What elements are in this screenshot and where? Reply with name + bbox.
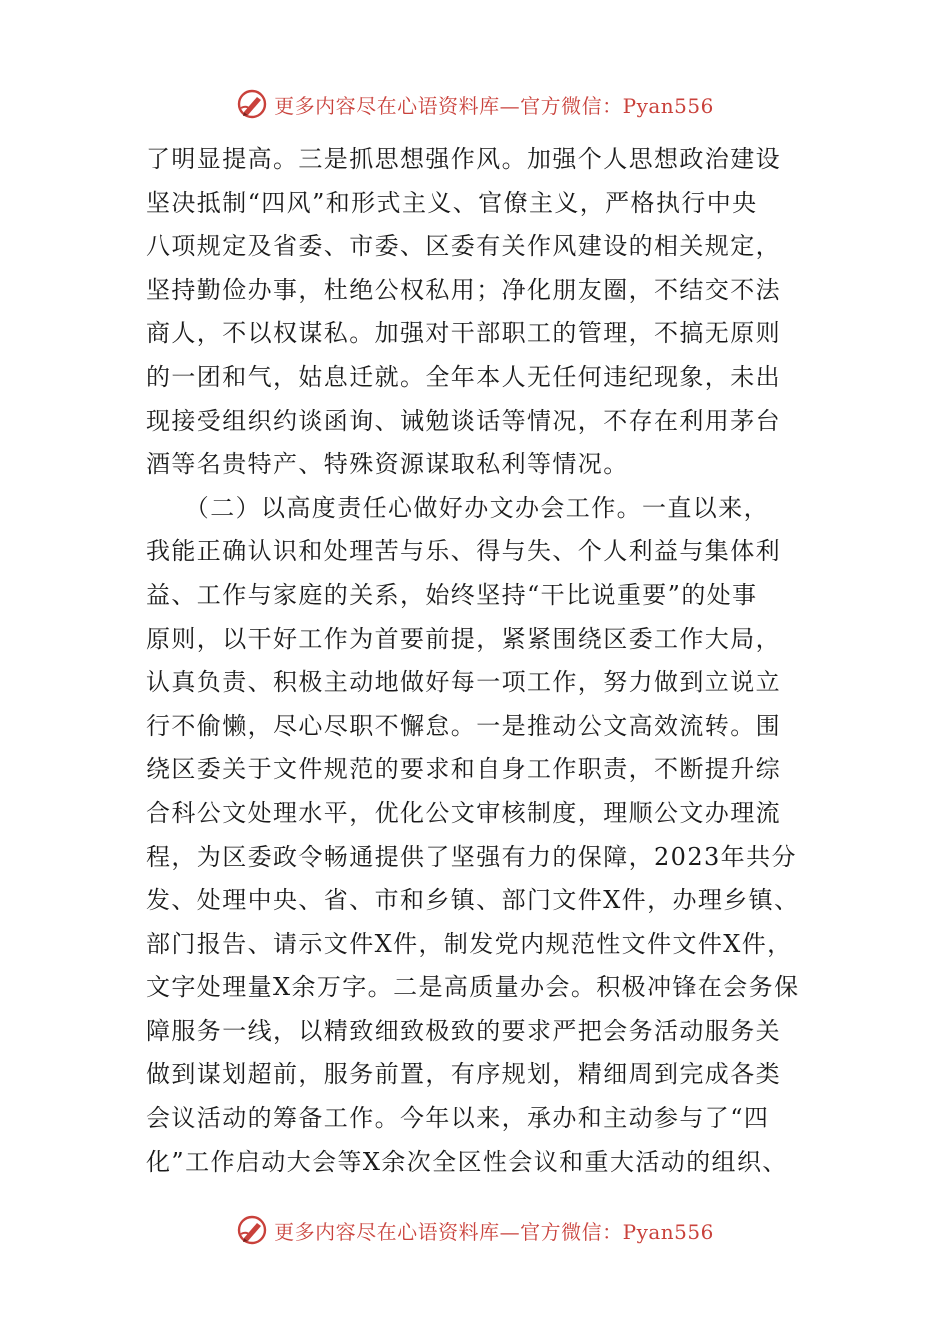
- text-line: 化”工作启动大会等X余次全区性会议和重大活动的组织、: [146, 1147, 788, 1176]
- document-body: [146, 138, 806, 1184]
- pen-logo-icon: [236, 88, 268, 120]
- text-line: 的一团和气，姑息迁就。全年本人无任何违纪现象，未出: [146, 362, 781, 391]
- text-line: 文字处理量X余万字。二是高质量办会。积极冲锋在会务保: [146, 973, 800, 1002]
- header-banner: [0, 82, 950, 126]
- text-line: 发、处理中央、省、市和乡镇、部门文件X件，办理乡镇、: [146, 886, 800, 915]
- text-line: 商人，不以权谋私。加强对干部职工的管理，不搞无原则: [146, 319, 781, 348]
- footer-banner-text: 更多内容尽在心语资料库—官方微信：Pyan556: [274, 1219, 714, 1244]
- text-line: 了明显提高。三是抓思想强作风。加强个人思想政治建设: [146, 145, 781, 173]
- text-line: （二）以高度责任心做好办文办会工作。一直以来，: [146, 493, 769, 522]
- text-line: 八项规定及省委、市委、区委有关作风建设的相关规定，: [146, 232, 781, 261]
- text-line: 程，为区委政令畅通提供了坚强有力的保障，2023年共分: [146, 842, 797, 871]
- text-line: 会议活动的筹备工作。今年以来，承办和主动参与了“四: [146, 1104, 770, 1133]
- text-line: 我能正确认识和处理苦与乐、得与失、个人利益与集体利: [146, 537, 781, 566]
- pen-logo-icon: [236, 1214, 268, 1246]
- text-line: 绕区委关于文件规范的要求和自身工作职责，不断提升综: [146, 755, 781, 784]
- text-line: 障服务一线，以精致细致极致的要求严把会务活动服务关: [146, 1016, 781, 1045]
- text-line: 现接受组织约谈函询、诫勉谈话等情况，不存在利用茅台: [146, 406, 781, 435]
- text-line: 合科公文处理水平，优化公文审核制度，理顺公文办理流: [146, 798, 781, 827]
- text-line: 坚持勤俭办事，杜绝公权私用；净化朋友圈，不结交不法: [146, 275, 781, 304]
- text-line: 原则，以干好工作为首要前提，紧紧围绕区委工作大局，: [146, 624, 781, 653]
- text-line: 认真负责、积极主动地做好每一项工作，努力做到立说立: [146, 668, 781, 697]
- text-line: 酒等名贵特产、特殊资源谋取私利等情况。: [146, 450, 629, 479]
- text-line: 行不偷懒，尽心尽职不懈怠。一是推动公文高效流转。围: [146, 711, 781, 740]
- text-line: 部门报告、请示文件X件，制发党内规范性文件文件X件，: [146, 929, 793, 958]
- footer-banner: [0, 1208, 950, 1252]
- text-line: 坚决抵制“四风”和形式主义、官僚主义，严格执行中央: [146, 188, 758, 217]
- header-banner-text: 更多内容尽在心语资料库—官方微信：Pyan556: [274, 93, 714, 118]
- text-line: 做到谋划超前，服务前置，有序规划，精细周到完成各类: [146, 1060, 781, 1089]
- text-line: 益、工作与家庭的关系，始终坚持“干比说重要”的处事: [146, 580, 758, 609]
